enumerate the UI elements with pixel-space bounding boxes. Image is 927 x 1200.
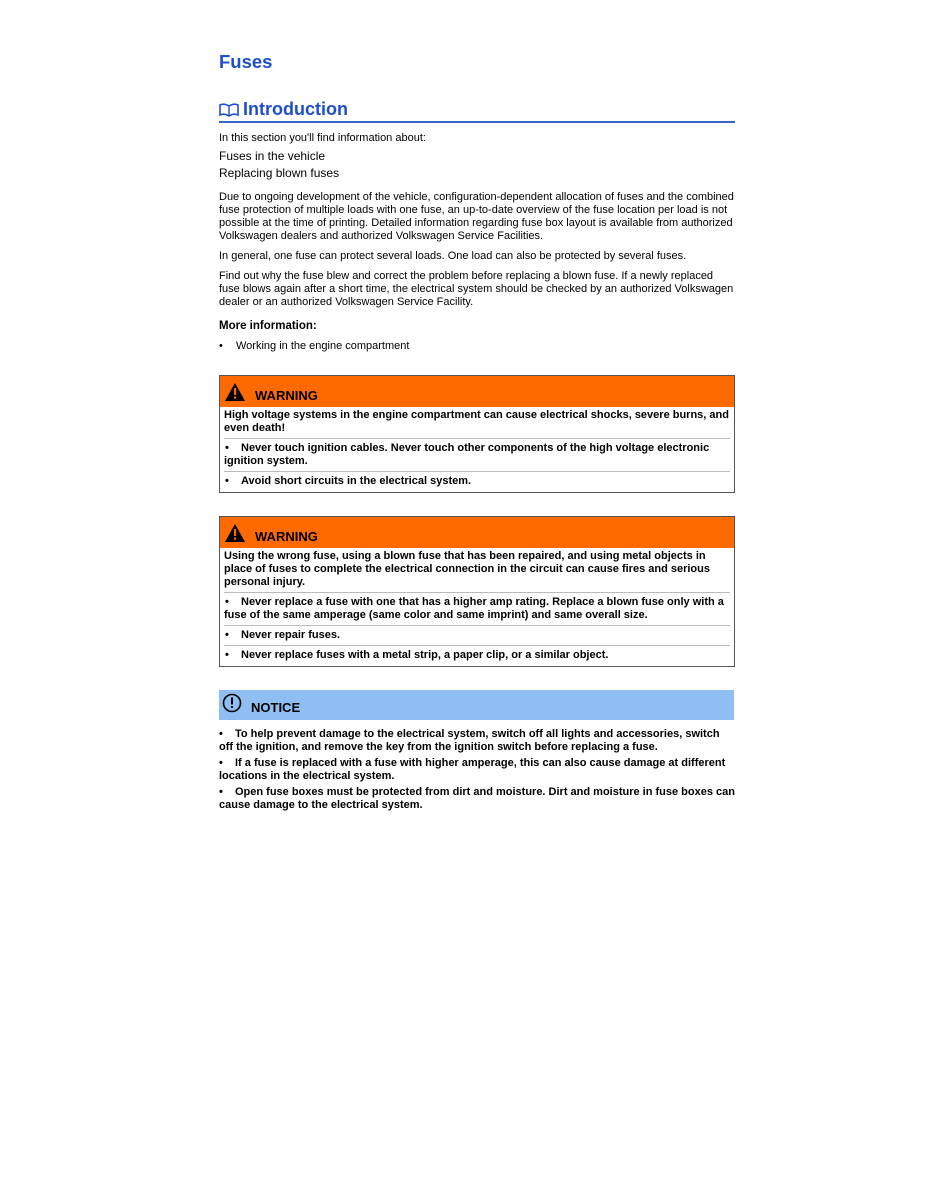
warning-item: • Never replace fuses with a metal strip, a paper clip, or a similar object.	[224, 645, 730, 662]
warning-item: • Never touch ignition cables. Never touch other components of the high voltage electronic ignition system.	[224, 438, 730, 468]
notice-item: • Open fuse boxes must be protected from dirt and moisture. Dirt and moisture in fuse boxes can cause damage to the electrical system.	[219, 786, 735, 811]
warning-title: WARNING	[255, 388, 318, 403]
warning-item: • Avoid short circuits in the electrical system.	[224, 471, 730, 488]
body-paragraph: Due to ongoing development of the vehicle, configuration-dependent allocation of fuses and the combined fuse protection of multiple loads with one fuse, an up-to-date overview of the fuse location per load is not possible at the time of printing. Detailed information regarding fuse box layout is available from authorized Volkswagen dealers and authorized Volkswagen Service Facilities.	[219, 191, 734, 242]
body-paragraph: Find out why the fuse blew and correct the problem before replacing a blown fuse. If a newly replaced fuse blows again after a short time, the electrical system should be checked by an authorized Volkswagen dealer or an authorized Volkswagen Service Facility.	[219, 270, 734, 308]
warning-lead: High voltage systems in the engine compartment can cause electrical shocks, severe burns, and even death!	[224, 409, 729, 434]
warning-body	[220, 548, 734, 666]
intro-text: In this section you'll find information about:	[219, 132, 426, 144]
topic-link[interactable]: Replacing blown fuses	[219, 166, 340, 180]
warning-header	[220, 376, 734, 407]
more-info-item[interactable]: • Working in the engine compartment	[219, 340, 410, 352]
warning-triangle-icon	[224, 523, 246, 543]
notice-item: • If a fuse is replaced with a fuse with higher amperage, this can also cause damage at different locations in the electrical system.	[219, 757, 726, 782]
notice-item: • To help prevent damage to the electrical system, switch off all lights and accessories, switch off the ignition, and remove the key from the ignition switch before replacing a fuse.	[219, 728, 720, 753]
section-heading: Introduction	[243, 99, 348, 119]
warning-title: WARNING	[255, 529, 318, 544]
page	[219, 50, 735, 812]
body-paragraph: In general, one fuse can protect several loads. One load can also be protected by several fuses.	[219, 250, 687, 262]
notice-body	[219, 728, 735, 812]
section-header	[219, 98, 735, 123]
warning-body	[220, 407, 734, 492]
book-icon	[219, 103, 239, 117]
warning-box	[219, 516, 735, 667]
notice-title: NOTICE	[251, 699, 301, 715]
topic-list	[219, 148, 735, 182]
warning-lead: Using the wrong fuse, using a blown fuse that has been repaired, and using metal objects in place of fuses to complete the electrical connection in the circuit can cause fires and serious personal injury.	[224, 550, 710, 588]
warning-header	[220, 517, 734, 548]
page-title: Fuses	[219, 51, 273, 72]
warning-box	[219, 375, 735, 493]
warning-item: • Never replace a fuse with one that has a higher amp rating. Replace a blown fuse only with a fuse of the same amperage (same color and same imprint) and same overall size.	[224, 592, 730, 622]
topic-link[interactable]: Fuses in the vehicle	[219, 149, 326, 163]
exclamation-circle-icon	[222, 693, 242, 713]
warning-item: • Never repair fuses.	[224, 625, 730, 642]
more-info-label: More information:	[219, 320, 317, 332]
more-info-link[interactable]: Working in the engine compartment	[236, 340, 410, 352]
warning-triangle-icon	[224, 382, 246, 402]
notice-header	[219, 690, 734, 720]
